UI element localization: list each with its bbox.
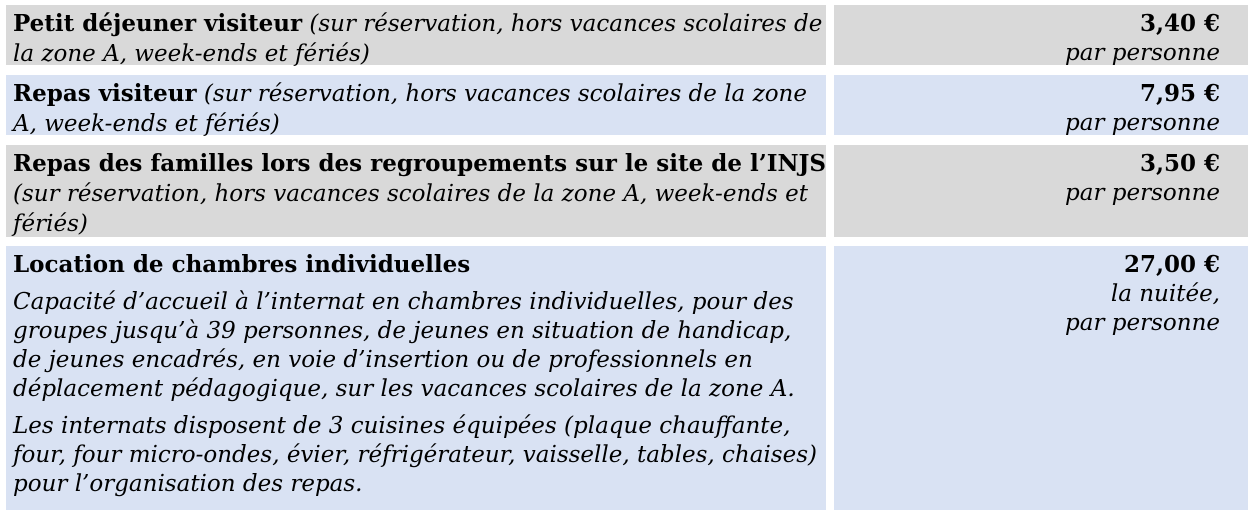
item-unit: par personne: [1065, 180, 1220, 206]
description-cell: [6, 246, 826, 510]
item-price: 7,95 €: [1139, 80, 1220, 107]
description-cell: [6, 5, 826, 65]
item-price: 3,50 €: [1139, 150, 1220, 177]
item-note: (sur réservation, hors vacances scolaires de la zone A, week-ends et fériés): [13, 81, 807, 137]
item-title: Repas visiteur: [13, 80, 197, 107]
price-row-breakfast: [6, 5, 1248, 65]
description-cell: [6, 145, 826, 237]
description-text: [13, 149, 826, 239]
price-row-family-meal: [6, 145, 1248, 237]
item-description-kitchens: Les internats disposent de 3 cuisines équipées (plaque chauffante, four, four micro-ondes, évier, réfrigérateur, vaisselle, tables, chaises) pour l’organisation des repas.: [13, 413, 818, 497]
price-row-visitor-meal: [6, 75, 1248, 135]
item-title: Petit déjeuner visiteur: [13, 10, 303, 37]
item-price: 3,40 €: [1139, 10, 1220, 37]
item-title: Location de chambres individuelles: [13, 251, 471, 278]
item-title: Repas des familles lors des regroupements sur le site de l’INJS: [13, 150, 826, 177]
item-unit: par personne: [1065, 40, 1220, 66]
item-note: (sur réservation, hors vacances scolaires de la zone A, week-ends et fériés): [13, 181, 808, 237]
description-text: [13, 9, 826, 69]
item-description-capacity: Capacité d’accueil à l’internat en chambres individuelles, pour des groupes jusqu’à 39 personnes, de jeunes en situation de handicap, de jeunes encadrés, en voie d’insertion ou de professionnels en déplacement pédagogique, sur les vacances scolaires de la zone A.: [13, 289, 795, 402]
price-cell: [834, 5, 1248, 65]
item-unit-night: la nuitée,: [1110, 281, 1220, 307]
price-cell: [834, 75, 1248, 135]
description-text: [13, 79, 826, 139]
price-cell: [834, 246, 1248, 510]
price-row-room-rental: [6, 246, 1248, 510]
price-cell: [834, 145, 1248, 237]
item-unit: par personne: [1065, 110, 1220, 136]
item-price: 27,00 €: [1123, 251, 1220, 278]
item-unit-person: par personne: [1065, 310, 1220, 336]
description-cell: [6, 75, 826, 135]
item-note: (sur réservation, hors vacances scolaires de la zone A, week-ends et fériés): [13, 11, 823, 67]
